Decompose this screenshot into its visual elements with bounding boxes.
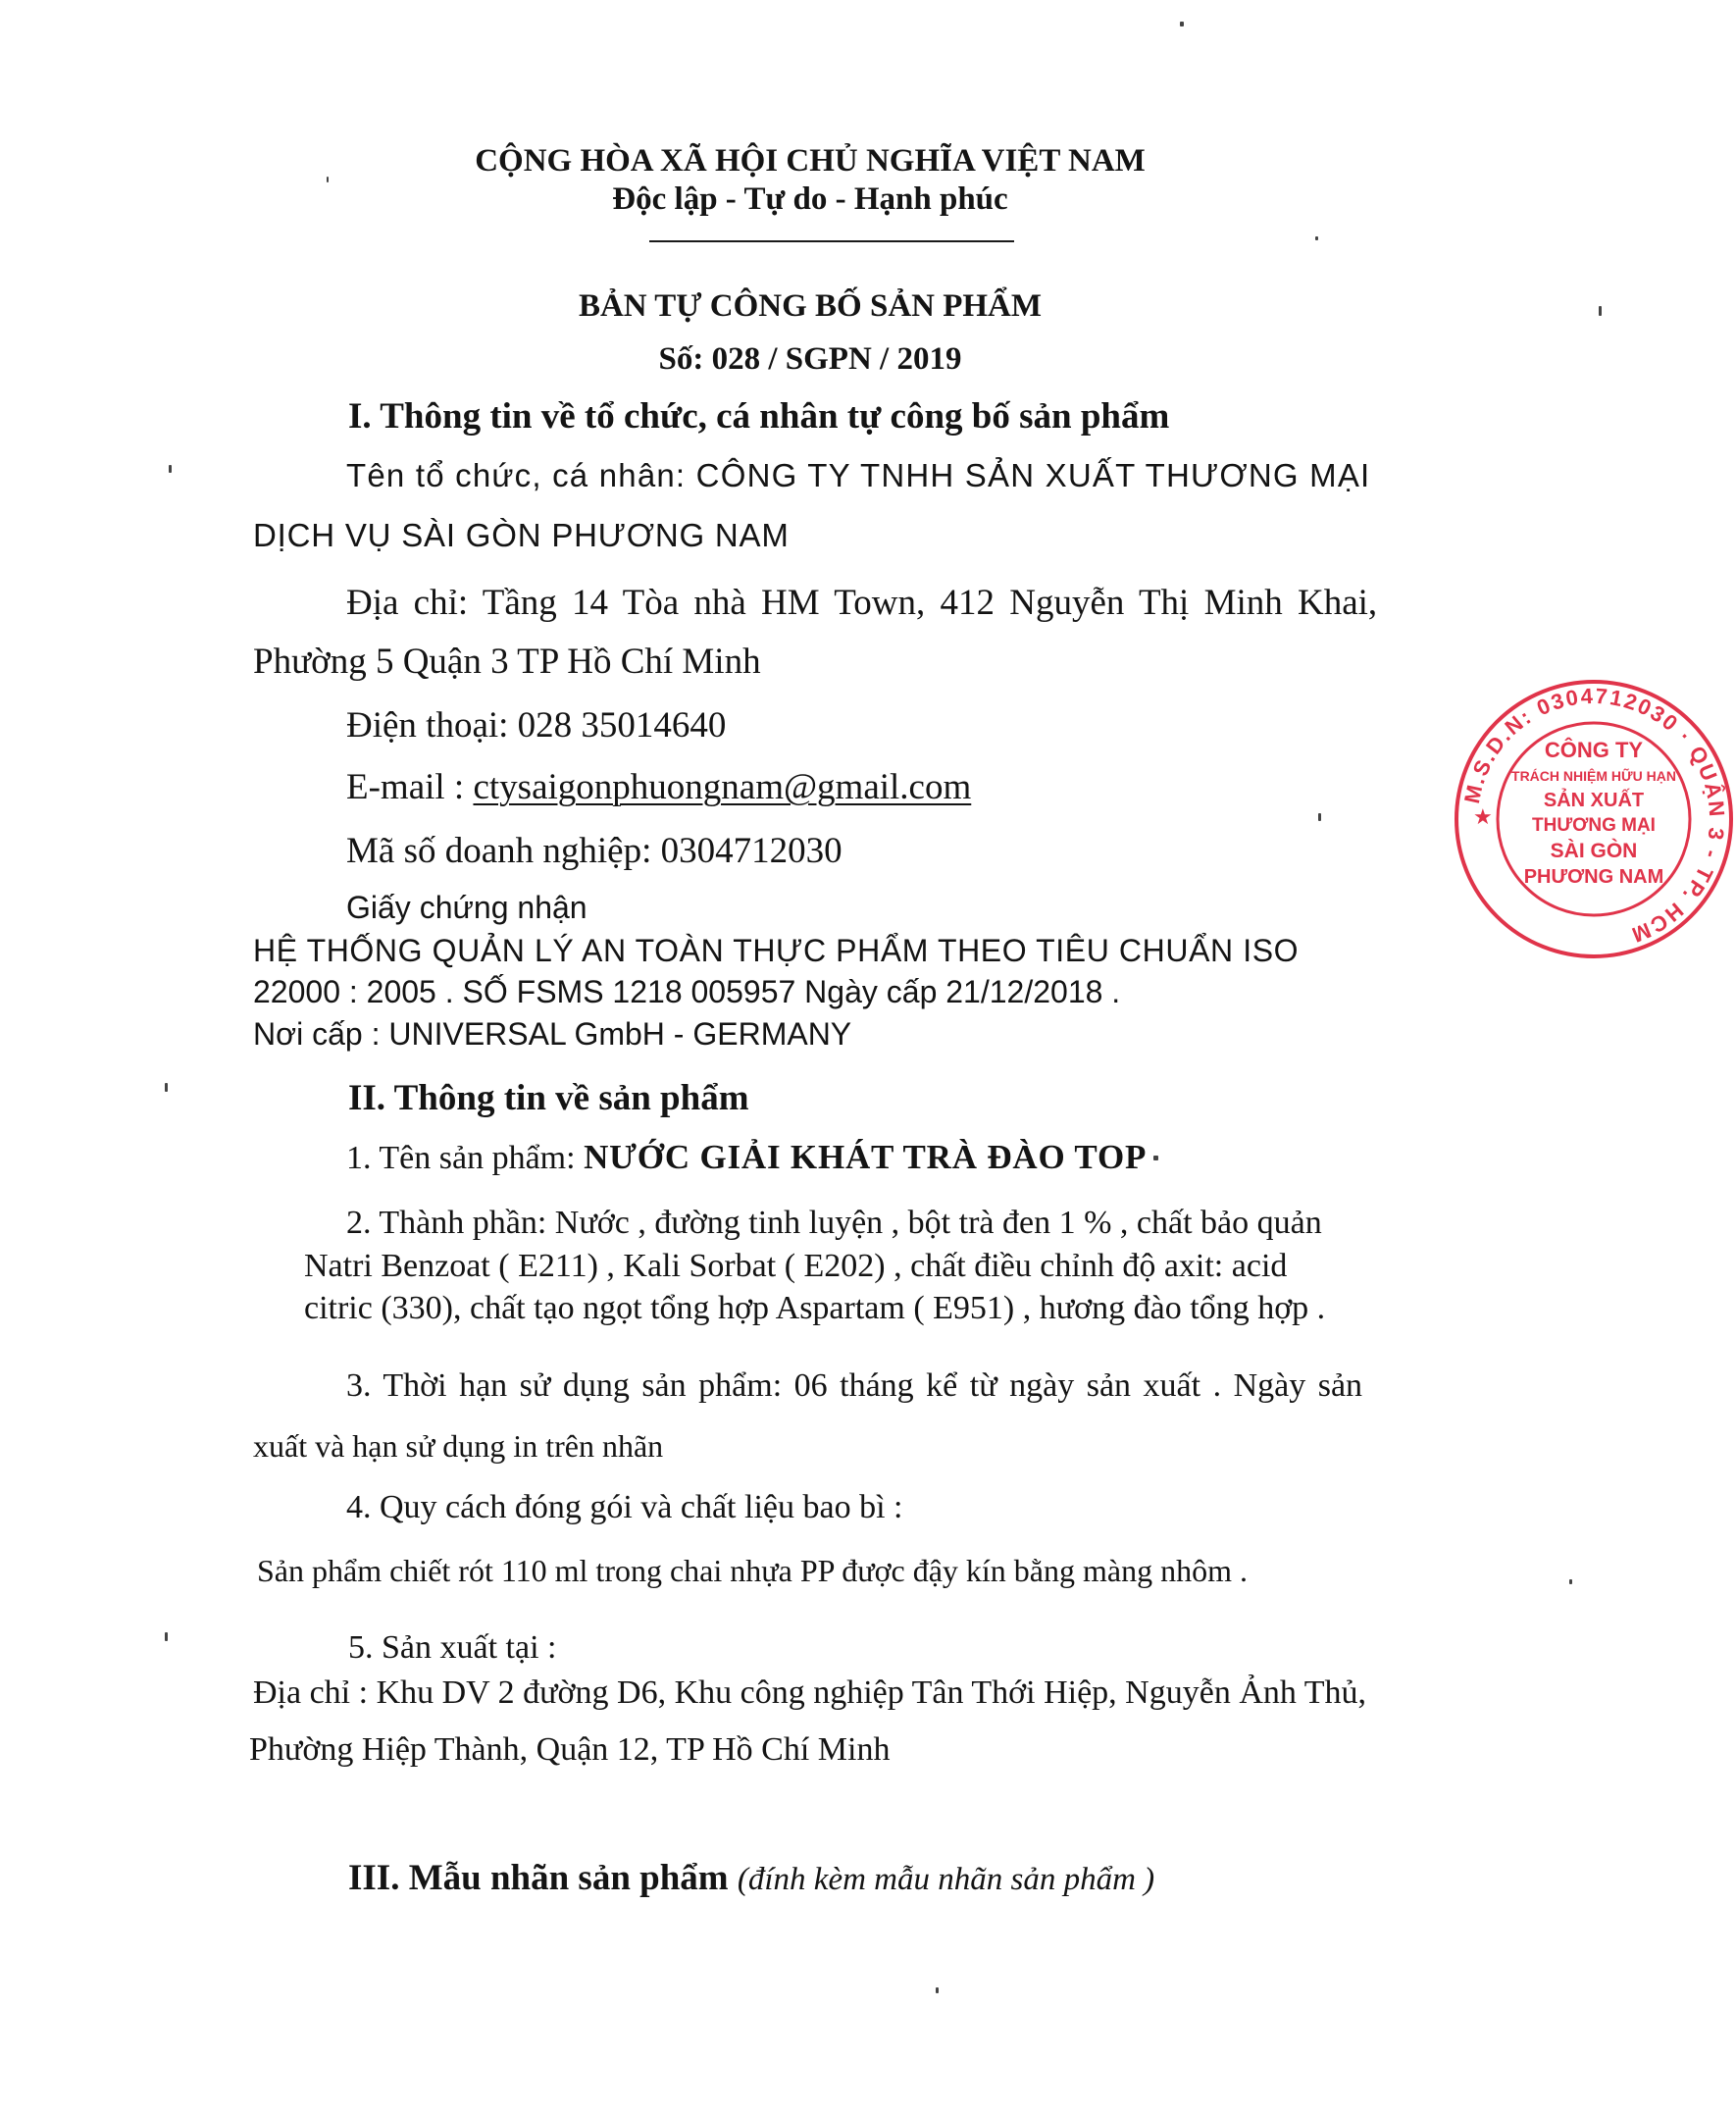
scan-speck bbox=[1318, 813, 1321, 821]
scan-speck bbox=[1153, 1156, 1158, 1160]
seal-line-2: TRÁCH NHIỆM HỮU HẠN bbox=[1511, 768, 1676, 784]
tax-code-line: Mã số doanh nghiệp: 0304712030 bbox=[346, 831, 842, 871]
packaging-value: Sản phẩm chiết rót 110 ml trong chai nhựa PP được đậy kín bằng màng nhôm . bbox=[257, 1553, 1248, 1588]
email-line bbox=[346, 766, 971, 808]
national-title: CỘNG HÒA XÃ HỘI CHỦ NGHĨA VIỆT NAM bbox=[475, 143, 1146, 179]
national-motto: Độc lập - Tự do - Hạnh phúc bbox=[612, 181, 1008, 217]
seal-ring-text: M.S.D.N: 0304712030 · QUẬN 3 - TP. HCM bbox=[1458, 683, 1730, 949]
certificate-label: Giấy chứng nhận bbox=[346, 890, 587, 925]
seal-line-1: CÔNG TY bbox=[1544, 738, 1644, 762]
scan-speck bbox=[165, 1632, 168, 1641]
scan-speck bbox=[165, 1083, 168, 1092]
scan-speck bbox=[327, 177, 329, 182]
ingredients-line-2: Natri Benzoat ( E211) , Kali Sorbat ( E202) , chất điều chỉnh độ axit: acid bbox=[304, 1248, 1288, 1284]
certificate-line-2: 22000 : 2005 . SỐ FSMS 1218 005957 Ngày cấp 21/12/2018 . bbox=[253, 974, 1121, 1009]
shelf-life-line-1: 3. Thời hạn sử dụng sản phẩm: 06 tháng kể từ ngày sản xuất . Ngày sản bbox=[346, 1367, 1363, 1404]
certificate-line-3: Nơi cấp : UNIVERSAL GmbH - GERMANY bbox=[253, 1016, 852, 1052]
seal-line-3: SẢN XUẤT bbox=[1543, 790, 1645, 811]
email-link[interactable]: ctysaigonphuongnam@gmail.com bbox=[473, 767, 972, 807]
address-line-1: Địa chỉ: Tầng 14 Tòa nhà HM Town, 412 Nguyễn Thị Minh Khai, bbox=[346, 583, 1378, 623]
document-title: BẢN TỰ CÔNG BỐ SẢN PHẨM bbox=[578, 288, 1043, 324]
section-3-heading: III. Mẫu nhãn sản phẩm bbox=[348, 1858, 738, 1898]
org-name-line-1: Tên tổ chức, cá nhân: CÔNG TY TNHH SẢN XUẤT THƯƠNG MẠI bbox=[346, 457, 1371, 493]
product-name-line bbox=[346, 1138, 1147, 1177]
org-name-line-2: DỊCH VỤ SÀI GÒN PHƯƠNG NAM bbox=[253, 517, 790, 553]
packaging-label: 4. Quy cách đóng gói và chất liệu bao bì : bbox=[346, 1489, 903, 1525]
document-number: Số: 028 / SGPN / 2019 bbox=[658, 341, 962, 377]
seal-line-6: PHƯƠNG NAM bbox=[1523, 866, 1664, 888]
product-name-value: NƯỚC GIẢI KHÁT TRÀ ĐÀO TOP bbox=[584, 1138, 1148, 1176]
certificate-line-1: HỆ THỐNG QUẢN LÝ AN TOÀN THỰC PHẨM THEO TIÊU CHUẨN ISO bbox=[253, 933, 1300, 968]
seal-star-icon: ★ bbox=[1473, 805, 1493, 830]
scan-speck bbox=[169, 465, 172, 473]
product-name-label: 1. Tên sản phẩm: bbox=[346, 1140, 585, 1176]
scan-speck bbox=[936, 1987, 939, 1993]
company-seal-icon bbox=[1452, 677, 1736, 961]
section-1-heading: I. Thông tin về tổ chức, cá nhân tự công bố sản phẩm bbox=[348, 396, 1170, 437]
header-divider bbox=[649, 240, 1014, 242]
email-label: E-mail : bbox=[346, 767, 474, 807]
manufacturer-address-line-2: Phường Hiệp Thành, Quận 12, TP Hồ Chí Minh bbox=[249, 1731, 891, 1768]
section-2-heading: II. Thông tin về sản phẩm bbox=[348, 1078, 749, 1118]
scan-speck bbox=[1569, 1579, 1572, 1584]
section-3-note: (đính kèm mẫu nhãn sản phẩm ) bbox=[737, 1862, 1155, 1897]
shelf-life-line-2: xuất và hạn sử dụng in trên nhãn bbox=[253, 1428, 664, 1464]
seal-line-4: THƯƠNG MẠI bbox=[1532, 815, 1656, 836]
scan-speck bbox=[1315, 236, 1318, 240]
address-line-2: Phường 5 Quận 3 TP Hồ Chí Minh bbox=[253, 642, 761, 682]
manufacturer-address-line-1: Địa chỉ : Khu DV 2 đường D6, Khu công nghiệp Tân Thới Hiệp, Nguyễn Ảnh Thủ, bbox=[253, 1674, 1367, 1711]
phone-line: Điện thoại: 028 35014640 bbox=[346, 705, 727, 746]
ingredients-line-1: 2. Thành phần: Nước , đường tinh luyện , bột trà đen 1 % , chất bảo quản bbox=[346, 1205, 1322, 1241]
ingredients-line-3: citric (330), chất tạo ngọt tổng hợp Aspartam ( E951) , hương đào tổng hợp . bbox=[304, 1290, 1326, 1326]
manufactured-at-label: 5. Sản xuất tại : bbox=[348, 1629, 557, 1666]
scan-speck bbox=[1599, 306, 1602, 316]
seal-line-5: SÀI GÒN bbox=[1550, 840, 1638, 862]
scan-speck bbox=[1180, 22, 1184, 26]
section-3-line bbox=[348, 1857, 1154, 1899]
